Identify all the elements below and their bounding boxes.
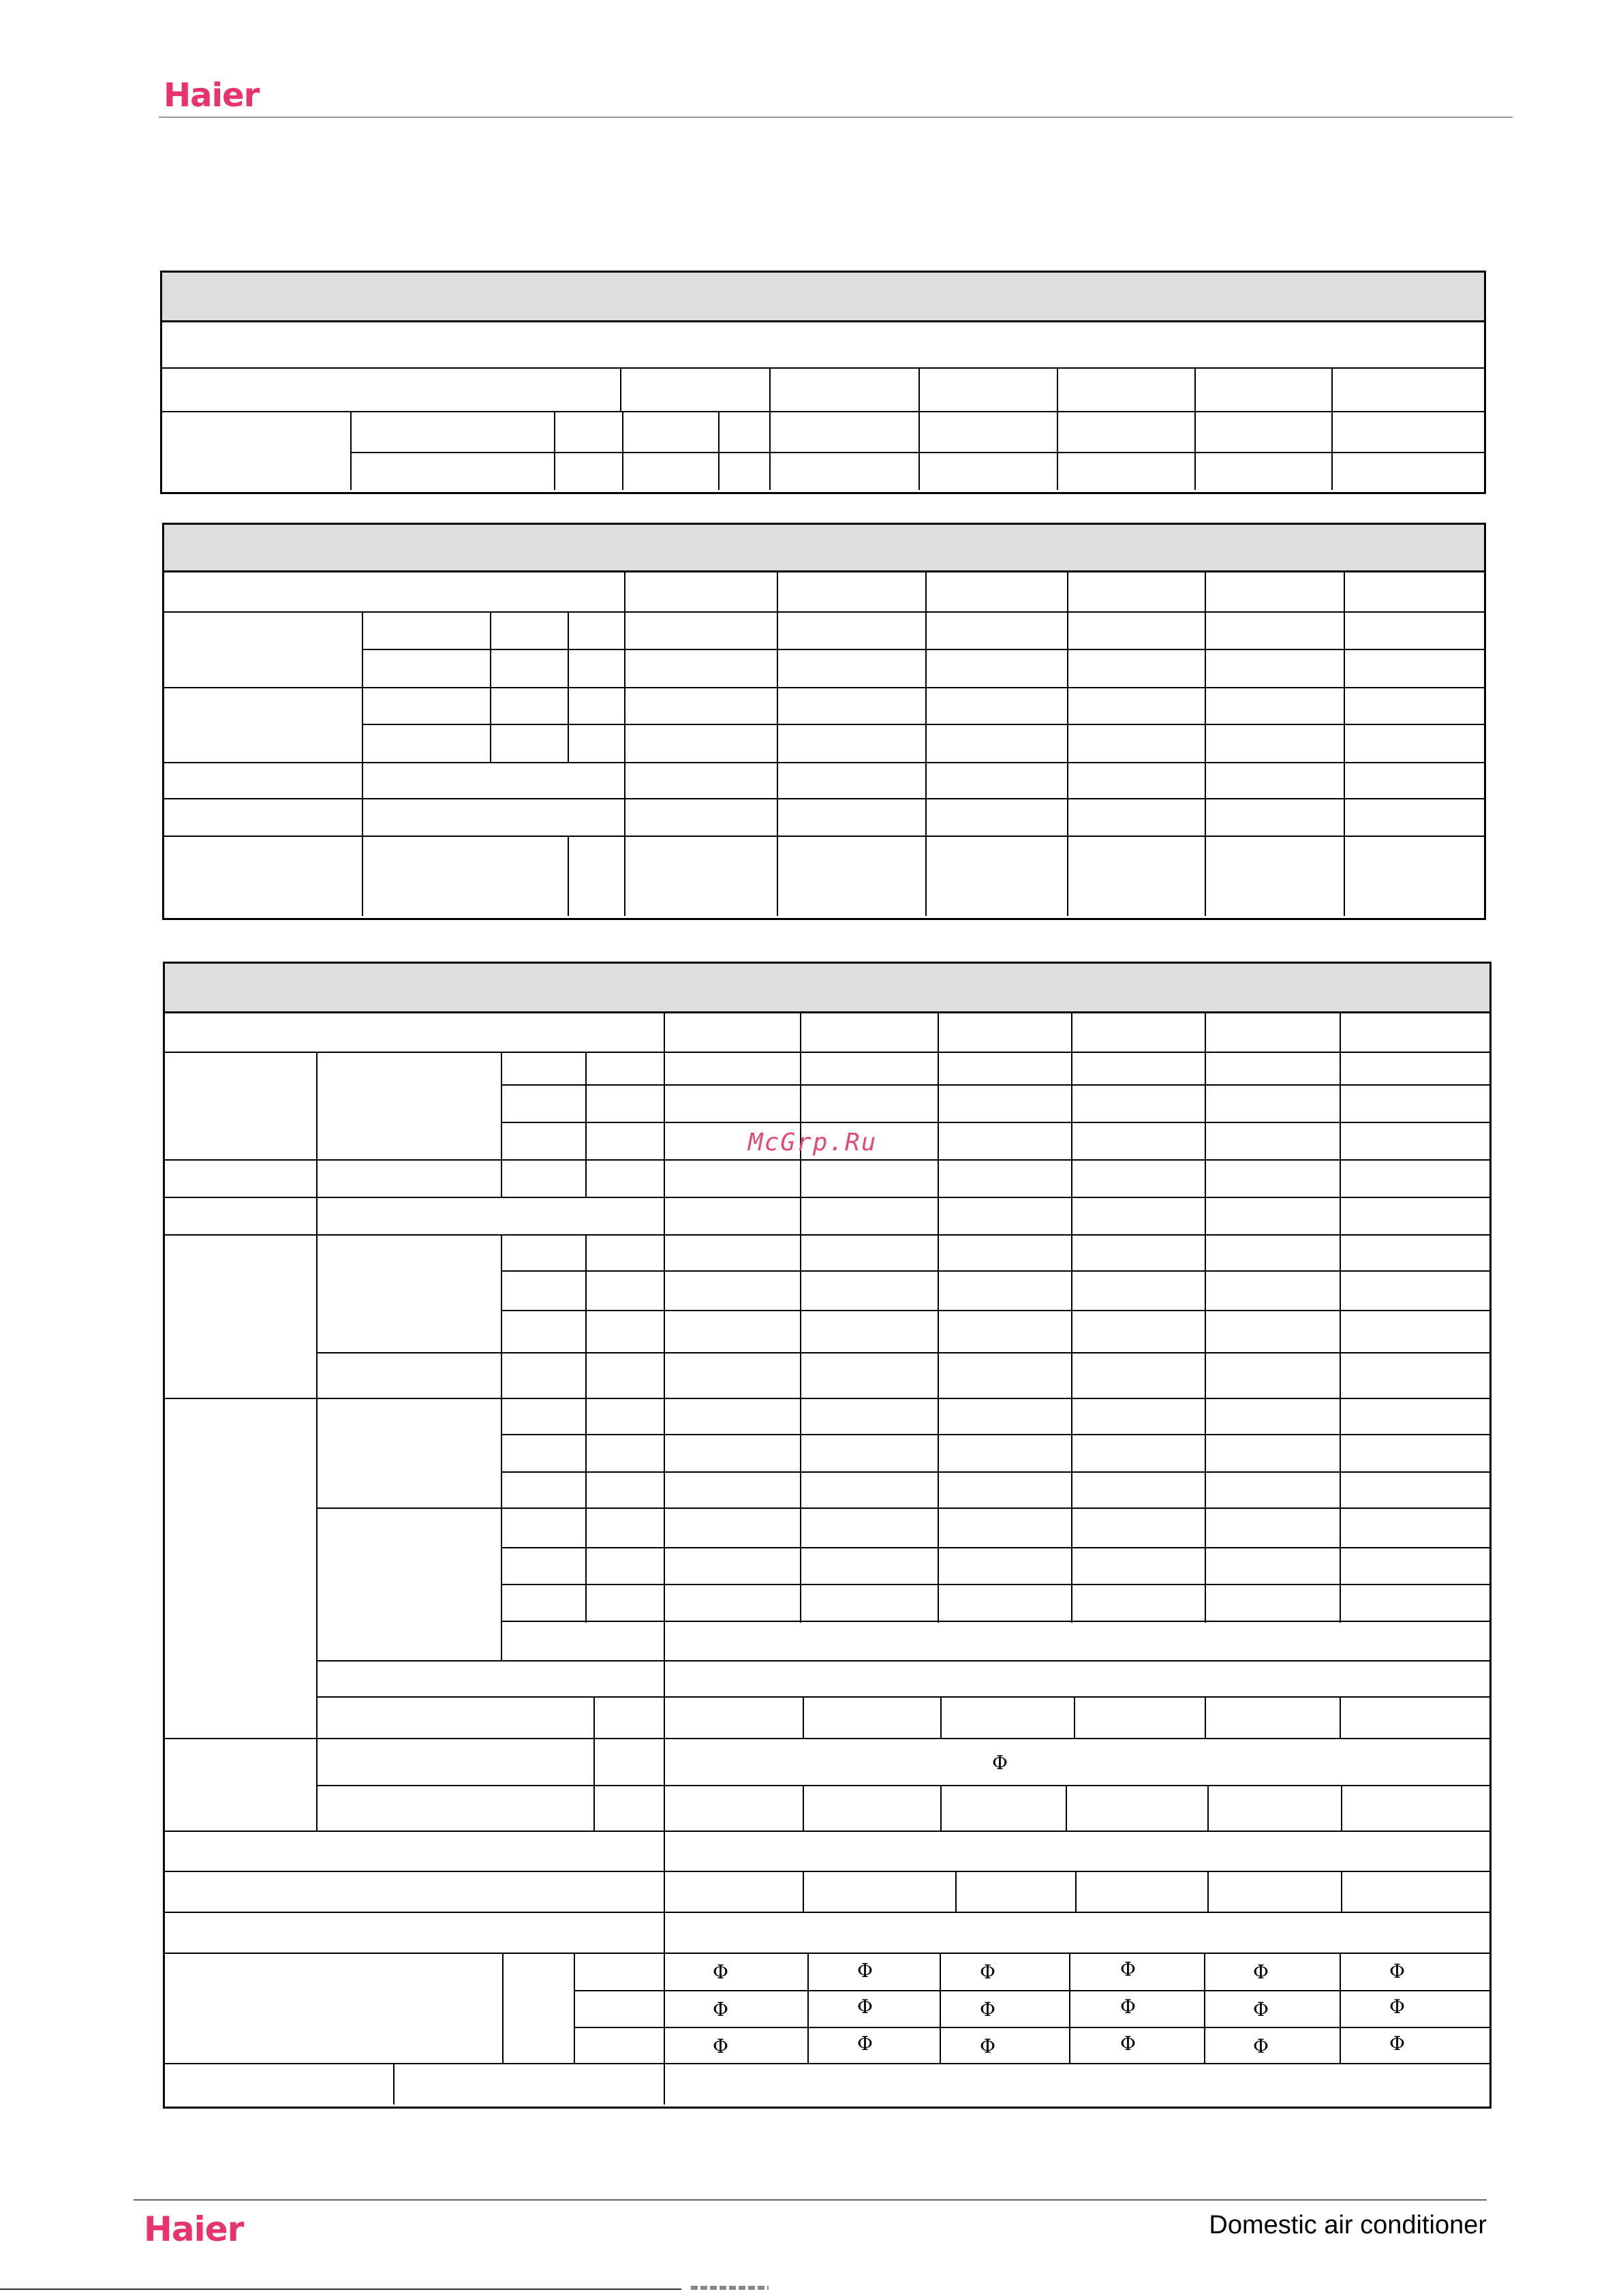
- diameter-symbol: Φ: [1389, 1995, 1405, 2018]
- diameter-symbol: Φ: [713, 1998, 728, 2021]
- spec-table-3-header: [165, 964, 1489, 1013]
- diameter-symbol: Φ: [980, 1961, 995, 1983]
- footer-caption: Domestic air conditioner: [1209, 2211, 1487, 2239]
- spec-table-1: [160, 271, 1486, 494]
- diameter-symbol: Φ: [1253, 2035, 1269, 2057]
- spec-table-2-header: [164, 525, 1484, 572]
- header-rule: [159, 117, 1513, 118]
- diameter-symbol: Φ: [857, 1959, 873, 1982]
- diameter-symbol: Φ: [713, 2035, 728, 2057]
- page-edge-mark: [691, 2286, 769, 2290]
- diameter-symbol: Φ: [980, 1998, 995, 2021]
- bottom-rule: [0, 2289, 681, 2290]
- haier-logo-footer: Haier: [144, 2209, 244, 2249]
- diameter-symbol: Φ: [1389, 1960, 1405, 1983]
- diameter-symbol: Φ: [1120, 1995, 1136, 2018]
- diameter-symbol: Φ: [1389, 2032, 1405, 2055]
- haier-logo: Haier: [164, 76, 260, 114]
- watermark-link[interactable]: McGrp.Ru: [748, 1129, 878, 1157]
- diameter-symbol: Φ: [1253, 1961, 1269, 1983]
- spec-table-2: [162, 523, 1486, 920]
- spec-table-1-header: [162, 273, 1484, 322]
- diameter-symbol: Φ: [1120, 1958, 1136, 1980]
- diameter-symbol: Φ: [713, 1961, 728, 1983]
- diameter-symbol: Φ: [857, 2032, 873, 2055]
- diameter-symbol: Φ: [857, 1995, 873, 2018]
- footer-rule: [134, 2199, 1487, 2201]
- diameter-symbol: Φ: [980, 2035, 995, 2057]
- diameter-symbol: Φ: [992, 1751, 1008, 1774]
- diameter-symbol: Φ: [1120, 2032, 1136, 2055]
- diameter-symbol: Φ: [1253, 1998, 1269, 2021]
